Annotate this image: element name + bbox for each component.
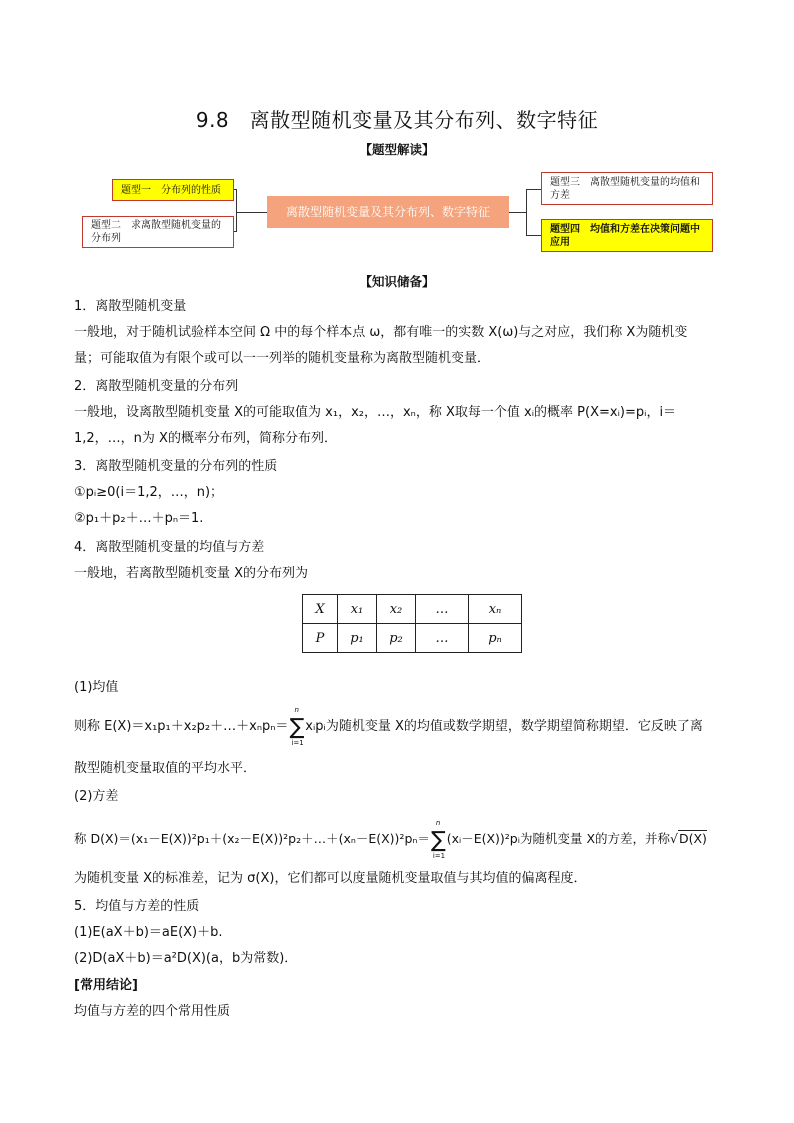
table-row [303, 595, 522, 624]
variance-formula-rhs: (xᵢ－E(X))²pᵢ为随机变量 X的方差，并称 [446, 831, 671, 846]
table-row [303, 624, 522, 653]
heading-4: 4．离散型随机变量的均值与方差 [74, 540, 265, 555]
table-cell: xₙ [469, 595, 522, 624]
variance-formula-lhs: 称 D(X)＝(x₁－E(X))²p₁＋(x₂－E(X))²p₂＋…＋(xₙ－E(X))²pₙ＝ [74, 831, 430, 846]
sum-symbol: ∑ n i=1 [289, 706, 305, 747]
paragraph-2a: 一般地，设离散型随机变量 X的可能取值为 x₁，x₂，…，xₙ，称 X取每一个值 xᵢ的概率 P(X=xᵢ)=pᵢ，i＝ [74, 405, 677, 420]
table-cell: X [303, 595, 338, 624]
property-1: ①pᵢ≥0(i＝1,2，…，n)； [74, 485, 224, 500]
table-cell: x₁ [338, 595, 377, 624]
property-mean-linear: (1)E(aX＋b)＝aE(X)＋b. [74, 925, 223, 940]
mean-formula [74, 706, 724, 747]
mindmap-node-type-1: 题型一 分布列的性质 [112, 179, 234, 201]
mean-formula-cont: 散型随机变量取值的平均水平． [74, 761, 257, 776]
table-cell: x₂ [377, 595, 416, 624]
paragraph-1b: 量；可能取值为有限个或可以一一列举的随机变量称为离散型随机变量． [74, 351, 491, 366]
paragraph-4: 一般地，若离散型随机变量 X的分布列为 [74, 566, 309, 581]
heading-5: 5．均值与方差的性质 [74, 899, 200, 914]
page-title: 9.8 离散型随机变量及其分布列、数字特征 [195, 108, 599, 132]
mean-formula-rhs: xᵢpᵢ为随机变量 X的均值或数学期望，数学期望简称期望．它反映了离 [305, 719, 703, 734]
variance-heading: (2)方差 [74, 789, 119, 804]
property-variance-linear: (2)D(aX＋b)＝a²D(X)(a，b为常数)． [74, 951, 298, 966]
mindmap-node-type-3: 题型三 离散型随机变量的均值和方差 [541, 172, 713, 205]
table-cell: … [416, 595, 469, 624]
section-heading-types: 【题型解读】 [359, 142, 435, 157]
note-text: 均值与方差的四个常用性质 [74, 1004, 231, 1019]
heading-3: 3．离散型随机变量的分布列的性质 [74, 459, 278, 474]
mindmap-node-type-2: 题型二 求离散型随机变量的分布列 [82, 216, 234, 248]
sqrt-term: D(X) [678, 831, 707, 846]
table-cell: p₂ [377, 624, 416, 653]
paragraph-2b: 1,2，…，n为 X的概率分布列，简称分布列． [74, 431, 337, 446]
heading-1: 1．离散型随机变量 [74, 299, 187, 314]
mean-heading: (1)均值 [74, 680, 119, 695]
note-heading: [常用结论] [74, 978, 138, 993]
table-cell: … [416, 624, 469, 653]
table-cell: pₙ [469, 624, 522, 653]
variance-formula: 称 D(X)＝(x₁－E(X))²p₁＋(x₂－E(X))²p₂＋…＋(xₙ－E(X))²pₙ＝∑ n i=1 (xᵢ－E(X))²pᵢ为随机变量 X的方差，并称√D(X) [74, 819, 707, 860]
mindmap-center-node: 离散型随机变量及其分布列、数字特征 [267, 196, 509, 228]
sum-symbol: ∑ n i=1 [430, 819, 446, 860]
mean-formula-lhs: 则称 E(X)＝x₁p₁＋x₂p₂＋…＋xₙpₙ＝ [74, 719, 289, 734]
distribution-table [302, 594, 522, 653]
heading-2: 2．离散型随机变量的分布列 [74, 379, 239, 394]
variance-formula-cont: 为随机变量 X的标准差，记为 σ(X)，它们都可以度量随机变量取值与其均值的偏离程度． [74, 871, 587, 886]
mindmap-node-type-4: 题型四 均值和方差在决策问题中应用 [541, 219, 713, 252]
section-heading-knowledge: 【知识储备】 [359, 274, 435, 289]
paragraph-1a: 一般地，对于随机试验样本空间 Ω 中的每个样本点 ω，都有唯一的实数 X(ω)与之对应，我们称 X为随机变 [74, 325, 688, 340]
table-cell: p₁ [338, 624, 377, 653]
property-2: ②p₁＋p₂＋…＋pₙ＝1. [74, 511, 204, 526]
table-cell: P [303, 624, 338, 653]
